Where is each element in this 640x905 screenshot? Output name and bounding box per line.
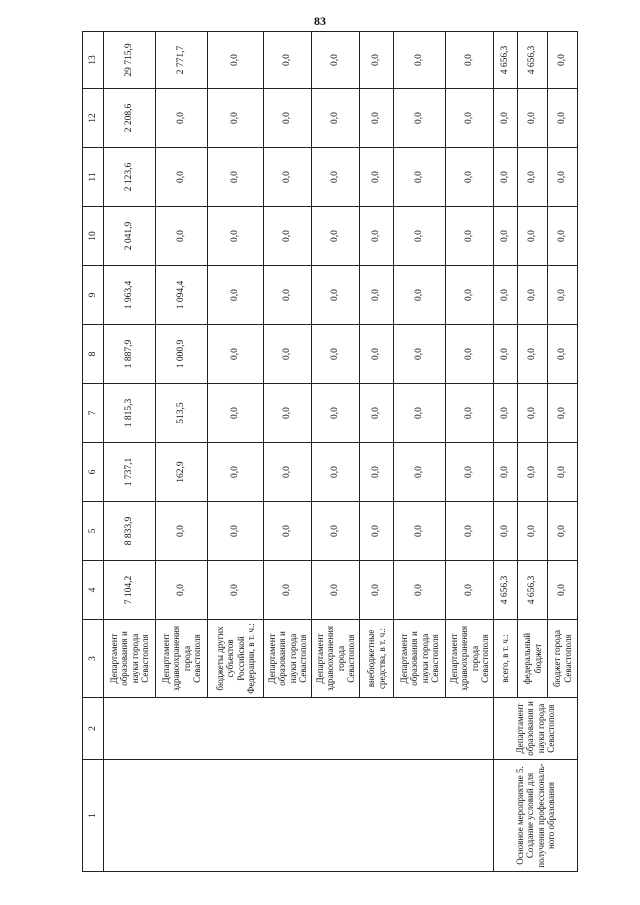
value-cell: 0,0 (208, 32, 264, 89)
value-cell: 7 104,2 (104, 561, 156, 620)
value-cell: 0,0 (446, 443, 494, 502)
value-cell: 0,0 (394, 207, 446, 266)
value-cell: 0,0 (548, 32, 578, 89)
value-cell: 0,0 (360, 89, 394, 148)
value-cell: 0,0 (208, 207, 264, 266)
funding-table (82, 31, 578, 872)
page-number: 83 (314, 14, 326, 28)
value-cell: 0,0 (394, 384, 446, 443)
value-cell: 0,0 (312, 207, 360, 266)
value-cell: 0,0 (548, 384, 578, 443)
value-cell: 0,0 (548, 148, 578, 207)
funding-source-cell: Департамент образования и науки города Севастополя (264, 620, 312, 698)
value-cell: 0,0 (494, 443, 518, 502)
value-cell: 0,0 (312, 266, 360, 325)
column-number-header: 8 (83, 325, 104, 384)
value-cell: 1 963,4 (104, 266, 156, 325)
column-number-header: 2 (83, 698, 104, 760)
value-cell: 162,9 (156, 443, 208, 502)
value-cell: 0,0 (548, 89, 578, 148)
value-cell: 0,0 (548, 325, 578, 384)
column-number-header: 4 (83, 561, 104, 620)
value-cell: 0,0 (446, 89, 494, 148)
value-cell: 0,0 (208, 561, 264, 620)
value-cell: 0,0 (360, 32, 394, 89)
value-cell: 0,0 (494, 266, 518, 325)
funding-source-cell: федеральный бюджет (518, 620, 548, 698)
funding-source-cell: Департамент образования и науки города Севастополя (394, 620, 446, 698)
value-cell: 0,0 (264, 325, 312, 384)
value-cell: 0,0 (518, 207, 548, 266)
column-number-header: 11 (83, 148, 104, 207)
value-cell: 0,0 (518, 325, 548, 384)
value-cell: 0,0 (446, 32, 494, 89)
value-cell: 1 815,3 (104, 384, 156, 443)
value-cell: 0,0 (494, 325, 518, 384)
value-cell: 4 656,3 (494, 32, 518, 89)
value-cell: 0,0 (264, 148, 312, 207)
executor-cell: Департамент образования и науки города Севастополя (494, 698, 578, 760)
value-cell: 0,0 (548, 443, 578, 502)
column-number-header: 3 (83, 620, 104, 698)
value-cell: 0,0 (518, 384, 548, 443)
value-cell: 4 656,3 (518, 561, 548, 620)
column-number-header: 12 (83, 89, 104, 148)
value-cell: 0,0 (156, 561, 208, 620)
value-cell: 2 771,7 (156, 32, 208, 89)
value-cell: 0,0 (548, 207, 578, 266)
value-cell: 0,0 (394, 89, 446, 148)
column-number-header: 9 (83, 266, 104, 325)
funding-source-cell: всего, в т. ч.: (494, 620, 518, 698)
value-cell: 0,0 (264, 502, 312, 561)
value-cell: 2 041,9 (104, 207, 156, 266)
table-row (494, 32, 518, 872)
value-cell: 0,0 (394, 502, 446, 561)
value-cell: 0,0 (494, 502, 518, 561)
value-cell: 0,0 (264, 207, 312, 266)
value-cell: 0,0 (518, 502, 548, 561)
value-cell: 1 887,9 (104, 325, 156, 384)
value-cell: 0,0 (312, 32, 360, 89)
value-cell: 1 000,9 (156, 325, 208, 384)
value-cell: 0,0 (394, 561, 446, 620)
value-cell: 0,0 (264, 266, 312, 325)
value-cell: 0,0 (494, 207, 518, 266)
header-row (83, 32, 104, 872)
funding-source-cell: бюджеты других субъектов Российской Федерации, в т. ч.: (208, 620, 264, 698)
funding-source-cell: бюджет города Севастополя (548, 620, 578, 698)
value-cell: 0,0 (156, 502, 208, 561)
value-cell: 0,0 (264, 32, 312, 89)
value-cell: 0,0 (360, 148, 394, 207)
value-cell: 0,0 (518, 443, 548, 502)
value-cell: 0,0 (518, 148, 548, 207)
value-cell: 513,5 (156, 384, 208, 443)
value-cell: 0,0 (446, 502, 494, 561)
funding-source-cell: Департамент образования и науки города Севастополя (104, 620, 156, 698)
value-cell: 0,0 (518, 266, 548, 325)
value-cell: 0,0 (312, 325, 360, 384)
value-cell: 0,0 (312, 384, 360, 443)
value-cell: 0,0 (312, 561, 360, 620)
value-cell: 0,0 (446, 266, 494, 325)
value-cell: 0,0 (208, 502, 264, 561)
column-number-header: 5 (83, 502, 104, 561)
value-cell: 0,0 (312, 89, 360, 148)
value-cell: 1 737,1 (104, 443, 156, 502)
value-cell: 0,0 (394, 325, 446, 384)
value-cell: 0,0 (264, 561, 312, 620)
value-cell: 0,0 (156, 148, 208, 207)
funding-source-cell: Департамент здравоохранения города Севастополя (312, 620, 360, 698)
value-cell: 0,0 (394, 443, 446, 502)
value-cell: 0,0 (264, 89, 312, 148)
value-cell: 0,0 (312, 502, 360, 561)
value-cell: 0,0 (360, 443, 394, 502)
value-cell: 0,0 (360, 502, 394, 561)
table-row (104, 32, 156, 872)
value-cell: 2 123,6 (104, 148, 156, 207)
value-cell: 0,0 (264, 384, 312, 443)
value-cell: 0,0 (494, 148, 518, 207)
value-cell: 4 656,3 (518, 32, 548, 89)
value-cell: 0,0 (264, 443, 312, 502)
column-number-header: 7 (83, 384, 104, 443)
value-cell: 29 715,9 (104, 32, 156, 89)
funding-source-cell: Департамент здравоохранения города Севастополя (156, 620, 208, 698)
value-cell: 0,0 (394, 266, 446, 325)
column-number-header: 13 (83, 32, 104, 89)
value-cell: 0,0 (446, 207, 494, 266)
value-cell: 0,0 (446, 384, 494, 443)
value-cell: 0,0 (360, 325, 394, 384)
value-cell: 0,0 (394, 32, 446, 89)
value-cell: 2 208,6 (104, 89, 156, 148)
value-cell: 0,0 (446, 148, 494, 207)
executor-cell-empty (104, 698, 494, 760)
value-cell: 0,0 (208, 384, 264, 443)
funding-source-cell: Департамент здравоохранения города Севастополя (446, 620, 494, 698)
rotated-table-sheet (82, 32, 573, 872)
column-number-header: 10 (83, 207, 104, 266)
value-cell: 0,0 (312, 148, 360, 207)
value-cell: 0,0 (208, 266, 264, 325)
value-cell: 0,0 (548, 266, 578, 325)
event-name-cell-empty (104, 760, 494, 872)
value-cell: 0,0 (208, 89, 264, 148)
value-cell: 0,0 (446, 325, 494, 384)
value-cell: 0,0 (548, 561, 578, 620)
event-name-cell: Основное мероприятие 5. Создание условий для получения профессиональ-ного образования (494, 760, 578, 872)
value-cell: 0,0 (548, 502, 578, 561)
value-cell: 4 656,3 (494, 561, 518, 620)
value-cell: 0,0 (156, 89, 208, 148)
value-cell: 8 833,9 (104, 502, 156, 561)
value-cell: 0,0 (312, 443, 360, 502)
value-cell: 0,0 (446, 561, 494, 620)
value-cell: 0,0 (156, 207, 208, 266)
value-cell: 0,0 (208, 148, 264, 207)
value-cell: 1 094,4 (156, 266, 208, 325)
value-cell: 0,0 (494, 384, 518, 443)
value-cell: 0,0 (360, 384, 394, 443)
value-cell: 0,0 (518, 89, 548, 148)
funding-source-cell: внебюджетные средства, в т. ч.: (360, 620, 394, 698)
value-cell: 0,0 (360, 266, 394, 325)
value-cell: 0,0 (208, 325, 264, 384)
value-cell: 0,0 (394, 148, 446, 207)
value-cell: 0,0 (494, 89, 518, 148)
column-number-header: 1 (83, 760, 104, 872)
value-cell: 0,0 (208, 443, 264, 502)
value-cell: 0,0 (360, 207, 394, 266)
value-cell: 0,0 (360, 561, 394, 620)
column-number-header: 6 (83, 443, 104, 502)
